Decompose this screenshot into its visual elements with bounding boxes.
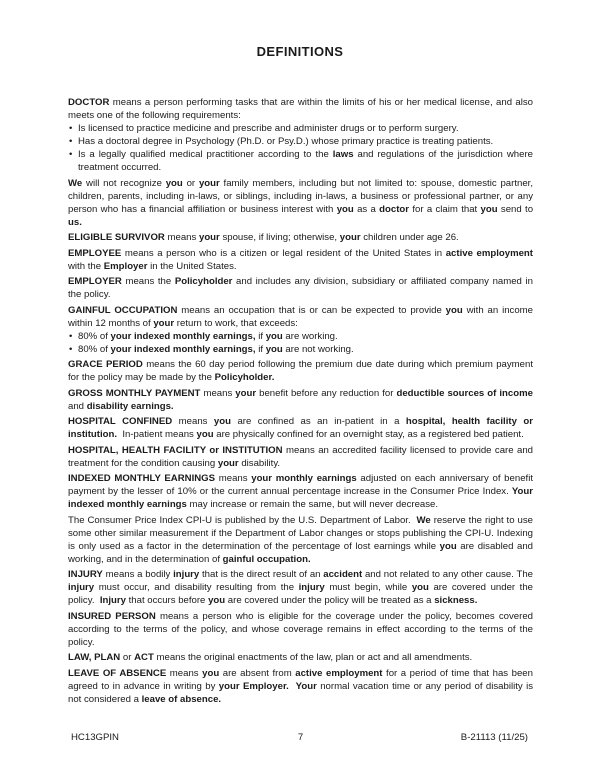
text-run: for a claim that — [409, 203, 481, 215]
text-run: and includes any division, subsidiary or affiliated company named in the policy. — [68, 276, 533, 300]
bold-text-run: Employer — [103, 260, 148, 272]
bullet-marker: • — [69, 136, 73, 147]
bold-text-run: INDEXED MONTHLY EARNINGS — [68, 473, 216, 484]
definition-bullet-item — [68, 135, 533, 148]
text-run: or — [182, 177, 199, 189]
bold-text-run: HOSPITAL CONFINED — [68, 416, 173, 427]
text-run: means a person performing tasks that are within the limits of his or her medical license, and also meets one of the following requirements: — [68, 97, 533, 121]
text-run: means an occupation that is or can be expected to provide — [177, 304, 446, 316]
text-run: Is a legally qualified medical practitioner according to the — [78, 149, 333, 160]
definition-paragraph — [68, 275, 533, 301]
text-run: benefit before any reduction for — [256, 387, 397, 399]
bold-text-run: GROSS MONTHLY PAYMENT — [68, 387, 201, 399]
bullet-marker: • — [69, 149, 73, 160]
text-run: are covered under the policy will be treated as a — [225, 595, 435, 606]
bold-text-run: We — [416, 514, 431, 526]
text-run: means the — [121, 276, 175, 287]
bold-text-run: your indexed monthly earnings, — [110, 330, 256, 342]
text-run: that is the direct result of an — [199, 569, 324, 580]
bold-text-run: you — [336, 203, 354, 215]
definition-paragraph — [68, 96, 533, 122]
bold-text-run: HOSPITAL, HEALTH FACILITY or INSTITUTION — [68, 444, 283, 456]
text-run: are absent from — [219, 667, 296, 679]
bold-text-run: ELIGIBLE SURVIVOR — [68, 232, 165, 243]
text-run: means — [215, 473, 252, 484]
text-run: In-patient means — [117, 429, 197, 440]
text-run: 80% of — [78, 330, 111, 342]
bold-text-run: you — [439, 540, 457, 552]
footer-doc-number: B-21113 (11/25) — [460, 732, 528, 743]
definition-paragraph — [68, 472, 533, 511]
text-run: return to work, that exceeds: — [174, 317, 298, 329]
bold-text-run: you — [196, 429, 214, 440]
bullet-marker: • — [69, 330, 73, 342]
bold-text-run: sickness. — [434, 595, 478, 606]
bold-text-run: you — [265, 343, 283, 355]
bold-text-run: you — [480, 203, 498, 215]
bold-text-run: GRACE PERIOD — [68, 359, 143, 370]
bold-text-run: EMPLOYER — [68, 276, 122, 287]
bold-text-run: doctor — [379, 203, 410, 215]
bold-text-run: you — [265, 330, 283, 342]
definition-paragraph — [68, 651, 533, 664]
text-run: reserve the right to use some other similar measurement if the Department of Labor changes or stops publishing the CPI-U. Indexing is only used as a factor in the determination of the percentage of lost earnings while — [68, 514, 533, 552]
text-run: means an accredited facility licensed to provide care and treatment for the condition causing — [68, 444, 533, 469]
bold-text-run: Policyholder. — [214, 372, 275, 383]
bold-text-run: active employment — [445, 247, 533, 259]
bold-text-run: Your — [295, 680, 317, 692]
bold-text-run: your — [235, 387, 257, 399]
text-run: send to — [497, 203, 534, 215]
definition-paragraph — [68, 514, 533, 566]
text-run: 80% of — [78, 343, 111, 355]
bold-text-run: your monthly earnings — [251, 473, 357, 484]
bold-text-run: your — [217, 457, 239, 469]
bold-text-run: LAW, PLAN — [68, 652, 121, 663]
text-run: will not recognize — [82, 177, 166, 189]
text-run: must occur, and disability resulting from the — [94, 582, 299, 593]
text-run: are working. — [282, 330, 338, 342]
text-run: means — [166, 667, 203, 679]
page-footer — [68, 732, 533, 743]
text-run: Has a doctoral degree in Psychology (Ph.D. or Psy.D.) whose primary practice is treating patients. — [78, 136, 494, 147]
bold-text-run: leave of absence. — [141, 693, 222, 705]
bold-text-run: gainful occupation. — [222, 553, 311, 565]
definition-paragraph — [68, 610, 533, 649]
bold-text-run: Injury — [99, 595, 126, 606]
text-run: in the United States. — [147, 260, 237, 272]
definition-bullet-item — [68, 330, 533, 343]
text-run: are covered under the policy. — [68, 582, 534, 606]
text-run: normal vacation time or any period of disability is not considered a — [68, 680, 534, 705]
bold-text-run: you — [202, 667, 220, 679]
definition-bullet-item — [68, 148, 533, 174]
definition-paragraph — [68, 444, 533, 470]
bold-text-run: injury — [173, 569, 200, 580]
bold-text-run: Your indexed monthly earnings — [68, 486, 533, 510]
bold-text-run: your — [198, 177, 220, 189]
bold-text-run: your — [198, 232, 220, 243]
bold-text-run: disability earnings. — [86, 400, 174, 412]
footer-page-number: 7 — [297, 732, 304, 743]
text-run: means a person who is a citizen or legal resident of the United States in — [121, 247, 446, 259]
bold-text-run: injury — [68, 582, 95, 593]
text-run: if — [255, 330, 266, 342]
text-run: are physically confined for an overnight stay, as a registered bed patient. — [213, 429, 524, 440]
text-run: and — [68, 400, 87, 412]
text-run: means a bodily — [102, 569, 174, 580]
bold-text-run: your — [153, 317, 175, 329]
bold-text-run: DOCTOR — [68, 97, 110, 108]
definition-paragraph — [68, 177, 533, 229]
definition-paragraph — [68, 231, 533, 244]
bullet-marker: • — [69, 343, 73, 355]
bold-text-run: us. — [68, 216, 82, 228]
definition-paragraph — [68, 304, 533, 330]
text-run: disability. — [238, 457, 281, 469]
text-run: means a person who is eligible for the coverage under the policy, becomes covered according to the terms of the policy, and whose coverage remains in effect according to the terms of the policy. — [68, 610, 533, 648]
text-run: adjusted on each anniversary of benefit payment by the lesser of 10% or the current annual percentage increase in the Consumer Price Index. — [68, 473, 533, 497]
definition-paragraph — [68, 568, 533, 607]
text-run: family members, including but not limited to: spouse, domestic partner, children, parents, including in-laws, or siblings, including in-laws, a business or professional partner, or any person who has a financial affiliation or business interest with — [68, 177, 533, 215]
text-run: The Consumer Price Index CPI-U is published by the U.S. Department of Labor. — [68, 514, 417, 526]
text-run: may increase or remain the same, but will never decrease. — [186, 499, 439, 510]
text-run: as a — [353, 203, 380, 215]
text-run: or — [120, 652, 135, 663]
text-run: means the original enactments of the law, plan or act and all amendments. — [153, 652, 473, 663]
definitions-body — [68, 96, 533, 706]
bold-text-run: your indexed monthly earnings, — [110, 343, 256, 355]
bold-text-run: you — [208, 595, 226, 606]
page-title: DEFINITIONS — [256, 44, 344, 59]
definition-paragraph — [68, 415, 533, 441]
text-run: that occurs before — [125, 595, 209, 606]
bold-text-run: EMPLOYEE — [68, 247, 122, 259]
bold-text-run: INSURED PERSON — [68, 610, 156, 622]
bold-text-run: LEAVE OF ABSENCE — [68, 667, 167, 679]
bullet-marker: • — [69, 123, 73, 134]
text-run: means — [172, 416, 214, 427]
bold-text-run: your Employer. — [218, 680, 289, 692]
definition-bullet-item — [68, 122, 533, 135]
bold-text-run: We — [68, 177, 83, 189]
bold-text-run: ACT — [134, 652, 154, 663]
text-run: spouse, if living; otherwise, — [219, 232, 340, 243]
text-run: children under age 26. — [360, 232, 459, 243]
bold-text-run: GAINFUL OCCUPATION — [68, 304, 178, 316]
definition-paragraph — [68, 247, 533, 273]
bold-text-run: active employment — [295, 667, 383, 679]
bold-text-run: injury — [298, 582, 325, 593]
footer-form-number: HC13GPIN — [71, 732, 119, 743]
definition-bullet-item — [68, 343, 533, 356]
bold-text-run: you — [445, 304, 463, 316]
bold-text-run: laws — [332, 149, 354, 160]
definition-paragraph — [68, 358, 533, 384]
text-run: are not working. — [282, 343, 354, 355]
bold-text-run: INJURY — [68, 569, 103, 580]
bold-text-run: accident — [323, 569, 363, 580]
bold-text-run: you — [411, 582, 429, 593]
text-run: means — [164, 232, 199, 243]
text-run: if — [255, 343, 266, 355]
text-run: for a period of time that has been agreed to in advance in writing by — [68, 667, 533, 692]
text-run: are confined as an in-patient in a — [230, 416, 406, 427]
bold-text-run: you — [213, 416, 231, 427]
bold-text-run: your — [339, 232, 361, 243]
text-run: must begin, while — [324, 582, 412, 593]
text-run: and regulations of the jurisdiction where treatment occurred. — [78, 149, 533, 173]
text-run: means — [200, 387, 236, 399]
text-run: with an income within 12 months of — [68, 304, 533, 329]
definition-paragraph — [68, 387, 533, 413]
bold-text-run: hospital, health facility or institution. — [68, 416, 533, 440]
definition-paragraph — [68, 667, 533, 706]
text-run: with the — [68, 260, 104, 272]
bold-text-run: Policyholder — [174, 276, 233, 287]
text-run: Is licensed to practice medicine and prescribe and administer drugs or to perform surgery. — [78, 123, 459, 134]
text-run: and not related to any other cause. The — [362, 569, 533, 580]
text-run — [289, 681, 296, 692]
text-run: are disabled and working, and in the determination of — [68, 540, 533, 565]
bold-text-run: you — [165, 177, 183, 189]
bold-text-run: deductible sources of income — [396, 387, 533, 399]
text-run: means the 60 day period following the premium due date during which premium payment for the policy may be made by the — [68, 359, 533, 383]
